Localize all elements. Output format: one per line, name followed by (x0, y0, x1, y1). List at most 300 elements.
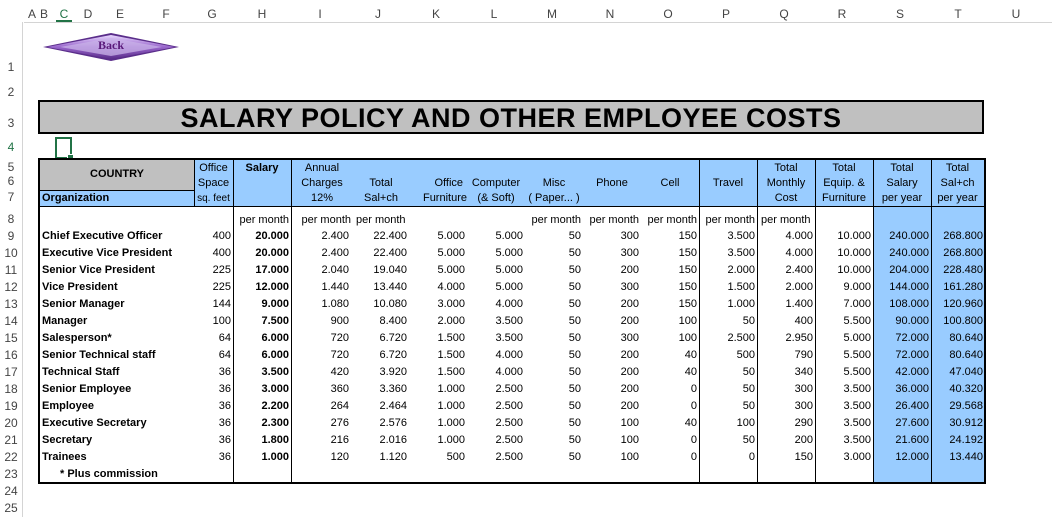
cell-misc: 50 (568, 315, 581, 327)
cell-salary: 7.500 (261, 315, 289, 327)
column-header-u[interactable]: U (1011, 7, 1021, 21)
row-header-12[interactable]: 12 (4, 280, 18, 294)
row-header-19[interactable]: 19 (4, 399, 18, 413)
cell-misc: 50 (568, 451, 581, 463)
travel-label: Travel (712, 177, 744, 189)
row-title: Senior Employee (42, 383, 132, 395)
annual-charges-header (291, 161, 353, 206)
row-header-14[interactable]: 14 (4, 314, 18, 328)
cell-tsal: 144.000 (889, 281, 929, 293)
footnote: * Plus commission (60, 468, 158, 480)
furniture-line1: Office (434, 177, 463, 189)
salch-line2: Sal+ch (364, 192, 398, 204)
row-title: Senior Technical staff (42, 349, 156, 361)
cell-tsal: 90.000 (895, 315, 929, 327)
cell-travel: 50 (742, 383, 755, 395)
row-header-25[interactable]: 25 (4, 501, 18, 515)
cell-travel: 50 (742, 315, 755, 327)
table-row (40, 228, 984, 245)
row-title: Vice President (42, 281, 118, 293)
column-header-o[interactable]: O (663, 7, 673, 21)
cell-tsal: 204.000 (889, 264, 929, 276)
computer-line1: Computer (471, 177, 521, 189)
tsalch-line3: per year (937, 192, 978, 204)
cell-monthly: 2.950 (785, 332, 813, 344)
cell-equip: 5.500 (843, 315, 871, 327)
cell-monthly: 300 (794, 383, 813, 395)
cell-equip: 10.000 (837, 264, 871, 276)
cell-equip: 3.000 (843, 451, 871, 463)
cell-phone: 200 (620, 383, 639, 395)
cell-comp: 4.000 (495, 349, 523, 361)
cell-phone: 300 (620, 230, 639, 242)
grid-line (194, 160, 195, 207)
grid-line (757, 160, 758, 482)
cell-misc: 50 (568, 230, 581, 242)
table-row (40, 364, 984, 381)
column-header-a[interactable]: A (27, 7, 36, 21)
computer-line2: (& Soft) (477, 192, 515, 204)
cell-cell: 40 (684, 417, 697, 429)
cell-tsalch: 30.912 (949, 417, 983, 429)
cell-tsalch: 228.480 (943, 264, 983, 276)
cell-comp: 3.500 (495, 315, 523, 327)
office-space-header (194, 160, 233, 207)
column-header-t[interactable]: T (954, 7, 962, 21)
cell-comp: 5.000 (495, 230, 523, 242)
cell-space: 36 (218, 417, 231, 429)
column-header-bar (24, 6, 1052, 23)
cell-tsalch: 29.568 (949, 400, 983, 412)
table-row (40, 347, 984, 364)
cell-cell: 40 (684, 366, 697, 378)
cell-space: 100 (212, 315, 231, 327)
cell-furn: 5.000 (437, 264, 465, 276)
row-title: Employee (42, 400, 94, 412)
cell-cell: 0 (690, 383, 697, 395)
cell-travel: 0 (748, 451, 755, 463)
cell-charges: 120 (330, 451, 349, 463)
misc-header (525, 176, 583, 206)
equip-line3: Furniture (821, 192, 867, 204)
column-header-i[interactable]: I (318, 7, 322, 21)
cell-tsal: 108.000 (889, 298, 929, 310)
cell-travel: 3.500 (727, 247, 755, 259)
table-row (40, 296, 984, 313)
row-header-23[interactable]: 23 (4, 467, 18, 481)
cell-comp: 5.000 (495, 281, 523, 293)
grid-line (291, 160, 292, 482)
equip-line2: Equip. & (823, 177, 865, 189)
cell-furn: 1.500 (437, 366, 465, 378)
row-title: Senior Manager (42, 298, 125, 310)
computer-header (467, 176, 525, 206)
cell-charges: 276 (330, 417, 349, 429)
column-header-r[interactable]: R (837, 7, 847, 21)
cell-label: Cell (660, 177, 680, 189)
tsalch-line2: Sal+ch (940, 177, 975, 189)
cell-cell: 0 (690, 434, 697, 446)
column-header-e[interactable]: E (115, 7, 124, 21)
cell-salch: 10.080 (373, 298, 407, 310)
monthly-line3: Cost (774, 192, 798, 204)
back-button[interactable] (42, 32, 180, 62)
tsal-line2: Salary (886, 177, 918, 189)
cell-tsal: 12.000 (895, 451, 929, 463)
cell-comp: 5.000 (495, 247, 523, 259)
cell-cell: 150 (678, 230, 697, 242)
total-salary-header (873, 161, 931, 206)
salary-label: Salary (245, 162, 279, 174)
cell-tsal: 36.000 (895, 383, 929, 395)
cell-salary: 6.000 (261, 332, 289, 344)
cell-charges: 2.400 (321, 230, 349, 242)
cell-header (641, 176, 699, 191)
column-header-b[interactable]: B (39, 7, 48, 21)
misc-line1: Misc (542, 177, 566, 189)
cell-salary: 2.200 (261, 400, 289, 412)
cell-misc: 50 (568, 298, 581, 310)
cell-cell: 150 (678, 281, 697, 293)
cell-salch: 6.720 (379, 349, 407, 361)
cell-cell: 150 (678, 264, 697, 276)
monthly-line1: Total (774, 162, 798, 174)
cell-misc: 50 (568, 417, 581, 429)
phone-header (583, 176, 641, 191)
grid-line (699, 160, 700, 482)
cell-salary: 1.000 (261, 451, 289, 463)
cell-salary: 3.000 (261, 383, 289, 395)
cell-misc: 50 (568, 247, 581, 259)
cell-space: 400 (212, 230, 231, 242)
cell-salch: 13.440 (373, 281, 407, 293)
misc-line2: ( Paper... ) (528, 192, 580, 204)
cell-monthly: 2.400 (785, 264, 813, 276)
office-space-line2: Space (197, 177, 230, 189)
cell-charges: 720 (330, 349, 349, 361)
cell-monthly: 340 (794, 366, 813, 378)
row-header-7[interactable]: 7 (7, 190, 15, 204)
cell-comp: 3.500 (495, 332, 523, 344)
unit-annual: per month (301, 214, 351, 226)
cell-phone: 100 (620, 434, 639, 446)
row-header-1[interactable]: 1 (7, 60, 15, 74)
grid-line (873, 160, 874, 482)
cell-salch: 2.464 (379, 400, 407, 412)
column-header-d[interactable]: D (83, 7, 93, 21)
cell-travel: 50 (742, 400, 755, 412)
cell-cell: 0 (690, 400, 697, 412)
cell-misc: 50 (568, 383, 581, 395)
column-header-q[interactable]: Q (779, 7, 789, 21)
cell-tsalch: 120.960 (943, 298, 983, 310)
cell-equip: 5.500 (843, 349, 871, 361)
row-title: Technical Staff (42, 366, 120, 378)
cell-salch: 3.920 (379, 366, 407, 378)
tsal-line3: per year (881, 192, 923, 204)
equip-line1: Total (832, 162, 856, 174)
cell-phone: 200 (620, 315, 639, 327)
cell-furn: 1.000 (437, 383, 465, 395)
grid-line (931, 160, 932, 482)
cell-tsalch: 13.440 (949, 451, 983, 463)
column-header-k[interactable]: K (431, 7, 440, 21)
cell-phone: 200 (620, 366, 639, 378)
cell-space: 144 (212, 298, 231, 310)
cell-comp: 2.500 (495, 417, 523, 429)
unit-salary: per month (239, 214, 289, 226)
cell-phone: 200 (620, 264, 639, 276)
cell-equip: 3.500 (843, 417, 871, 429)
cell-travel: 50 (742, 434, 755, 446)
row-header-16[interactable]: 16 (4, 348, 18, 362)
annual-line3: 12% (310, 192, 334, 204)
row-header-17[interactable]: 17 (4, 365, 18, 379)
cell-tsal: 26.400 (895, 400, 929, 412)
cell-space: 64 (218, 349, 231, 361)
travel-header (699, 176, 757, 191)
cell-tsalch: 268.800 (943, 247, 983, 259)
row-header-5[interactable]: 5 (7, 160, 15, 174)
cell-phone: 300 (620, 281, 639, 293)
cell-salary: 20.000 (255, 230, 289, 242)
total-monthly-header (757, 161, 815, 206)
units-row (40, 212, 984, 228)
cell-tsalch: 40.320 (949, 383, 983, 395)
cell-monthly: 1.400 (785, 298, 813, 310)
table-row (40, 415, 984, 432)
cell-salary: 12.000 (255, 281, 289, 293)
row-title: Senior Vice President (42, 264, 155, 276)
row-header-8[interactable]: 8 (7, 212, 15, 226)
cell-phone: 200 (620, 400, 639, 412)
cell-furn: 1.500 (437, 332, 465, 344)
unit-misc: per month (531, 214, 581, 226)
cell-cell: 100 (678, 332, 697, 344)
cell-space: 225 (212, 264, 231, 276)
cell-salch: 22.400 (373, 247, 407, 259)
cell-salary: 20.000 (255, 247, 289, 259)
cell-comp: 4.000 (495, 298, 523, 310)
row-title: Chief Executive Officer (42, 230, 163, 242)
cell-tsalch: 100.800 (943, 315, 983, 327)
row-title: Executive Vice President (42, 247, 173, 259)
grid-line (815, 160, 816, 482)
column-header-n[interactable]: N (605, 7, 615, 21)
cell-monthly: 290 (794, 417, 813, 429)
cell-furn: 4.000 (437, 281, 465, 293)
cell-salch: 8.400 (379, 315, 407, 327)
cell-space: 36 (218, 366, 231, 378)
row-title: Manager (42, 315, 88, 327)
cell-phone: 200 (620, 349, 639, 361)
cell-furn: 5.000 (437, 247, 465, 259)
cell-tsal: 72.000 (895, 332, 929, 344)
cell-salary: 1.800 (261, 434, 289, 446)
cell-comp: 5.000 (495, 264, 523, 276)
cell-tsal: 42.000 (895, 366, 929, 378)
office-furniture-header (409, 176, 467, 206)
row-header-22[interactable]: 22 (4, 450, 18, 464)
cell-space: 36 (218, 383, 231, 395)
cell-tsalch: 24.192 (949, 434, 983, 446)
cell-monthly: 4.000 (785, 230, 813, 242)
cell-salch: 19.040 (373, 264, 407, 276)
cell-travel: 2.500 (727, 332, 755, 344)
row-header-3[interactable]: 3 (7, 116, 15, 130)
cell-salch: 2.016 (379, 434, 407, 446)
cell-phone: 100 (620, 451, 639, 463)
cell-salary: 9.000 (261, 298, 289, 310)
cell-tsal: 27.600 (895, 417, 929, 429)
cell-equip: 10.000 (837, 247, 871, 259)
cell-salary: 17.000 (255, 264, 289, 276)
cell-misc: 50 (568, 281, 581, 293)
cell-tsalch: 80.640 (949, 332, 983, 344)
cell-equip: 5.000 (843, 332, 871, 344)
row-header-20[interactable]: 20 (4, 416, 18, 430)
cell-misc: 50 (568, 366, 581, 378)
cell-tsalch: 47.040 (949, 366, 983, 378)
column-header-s[interactable]: S (895, 7, 904, 21)
column-header-h[interactable]: H (257, 7, 267, 21)
cell-salary: 2.300 (261, 417, 289, 429)
cell-equip: 7.000 (843, 298, 871, 310)
cell-phone: 300 (620, 247, 639, 259)
cell-furn: 1.000 (437, 417, 465, 429)
cell-tsalch: 161.280 (943, 281, 983, 293)
cell-salch: 22.400 (373, 230, 407, 242)
cell-comp: 2.500 (495, 400, 523, 412)
cell-space: 36 (218, 400, 231, 412)
cell-monthly: 150 (794, 451, 813, 463)
cell-tsal: 240.000 (889, 230, 929, 242)
cell-cell: 0 (690, 451, 697, 463)
cell-space: 225 (212, 281, 231, 293)
grid-line (233, 160, 234, 482)
cell-equip: 3.500 (843, 383, 871, 395)
cell-misc: 50 (568, 332, 581, 344)
cell-cell: 150 (678, 247, 697, 259)
column-header-j[interactable]: J (375, 7, 381, 21)
column-header-f[interactable]: F (162, 7, 170, 21)
column-header-m[interactable]: M (547, 7, 557, 21)
row-header-gutter (22, 22, 23, 517)
monthly-line2: Monthly (766, 177, 806, 189)
table-row (40, 432, 984, 449)
cell-tsalch: 80.640 (949, 349, 983, 361)
cell-furn: 5.000 (437, 230, 465, 242)
cell-space: 400 (212, 247, 231, 259)
table-row (40, 313, 984, 330)
row-header-9[interactable]: 9 (7, 229, 15, 243)
cell-tsal: 72.000 (895, 349, 929, 361)
back-button-label: Back (97, 38, 124, 52)
cell-equip: 3.500 (843, 434, 871, 446)
cell-salary: 3.500 (261, 366, 289, 378)
phone-label: Phone (596, 177, 628, 189)
unit-salch: per month (356, 214, 406, 226)
cell-phone: 300 (620, 332, 639, 344)
cell-monthly: 400 (794, 315, 813, 327)
row-header-10[interactable]: 10 (4, 246, 18, 260)
cell-charges: 360 (330, 383, 349, 395)
cell-space: 36 (218, 434, 231, 446)
cell-tsalch: 268.800 (943, 230, 983, 242)
row-header-24[interactable]: 24 (4, 484, 18, 498)
table-row (40, 381, 984, 398)
selected-cell[interactable] (55, 137, 72, 159)
total-salch-header (353, 176, 409, 206)
cell-monthly: 200 (794, 434, 813, 446)
column-header-c[interactable]: C (56, 6, 72, 22)
office-space-line3: sq. feet (197, 193, 230, 204)
row-header-4[interactable]: 4 (7, 140, 15, 154)
row-header-13[interactable]: 13 (4, 297, 18, 311)
cell-salary: 6.000 (261, 349, 289, 361)
cell-equip: 3.500 (843, 400, 871, 412)
row-header-21[interactable]: 21 (4, 433, 18, 447)
column-header-g[interactable]: G (207, 7, 217, 21)
row-title: Salesperson* (42, 332, 112, 344)
cell-equip: 10.000 (837, 230, 871, 242)
tsal-line1: Total (890, 162, 914, 174)
cell-monthly: 2.000 (785, 281, 813, 293)
cell-furn: 500 (446, 451, 465, 463)
cell-charges: 216 (330, 434, 349, 446)
row-header-18[interactable]: 18 (4, 382, 18, 396)
row-header-6[interactable]: 6 (7, 174, 15, 188)
unit-travel: per month (705, 214, 755, 226)
column-header-l[interactable]: L (490, 7, 498, 21)
cell-tsal: 21.600 (895, 434, 929, 446)
row-title: Trainees (42, 451, 87, 463)
table-row (40, 262, 984, 279)
cell-charges: 2.040 (321, 264, 349, 276)
cell-furn: 1.000 (437, 434, 465, 446)
cell-monthly: 790 (794, 349, 813, 361)
organization-label: Organization (42, 192, 110, 204)
column-header-p[interactable]: P (721, 7, 730, 21)
row-title: Secretary (42, 434, 93, 446)
cell-travel: 2.000 (727, 264, 755, 276)
cell-misc: 50 (568, 264, 581, 276)
cell-travel: 3.500 (727, 230, 755, 242)
cell-tsal: 240.000 (889, 247, 929, 259)
cell-monthly: 4.000 (785, 247, 813, 259)
row-title: Executive Secretary (42, 417, 147, 429)
cell-comp: 2.500 (495, 451, 523, 463)
page-title: SALARY POLICY AND OTHER EMPLOYEE COSTS (38, 100, 984, 134)
cell-cell: 150 (678, 298, 697, 310)
table-row (40, 279, 984, 296)
total-equip-header (815, 161, 873, 206)
cell-salch: 2.576 (379, 417, 407, 429)
row-header-2[interactable]: 2 (7, 85, 15, 99)
cell-charges: 1.440 (321, 281, 349, 293)
cell-charges: 2.400 (321, 247, 349, 259)
cell-travel: 1.500 (727, 281, 755, 293)
row-header-15[interactable]: 15 (4, 331, 18, 345)
organization-header (40, 191, 194, 207)
cell-phone: 200 (620, 298, 639, 310)
row-header-11[interactable]: 11 (4, 263, 18, 277)
cell-travel: 50 (742, 366, 755, 378)
cell-travel: 500 (736, 349, 755, 361)
salary-table (38, 158, 986, 484)
furniture-line2: Furniture (422, 192, 467, 204)
table-row (40, 330, 984, 347)
